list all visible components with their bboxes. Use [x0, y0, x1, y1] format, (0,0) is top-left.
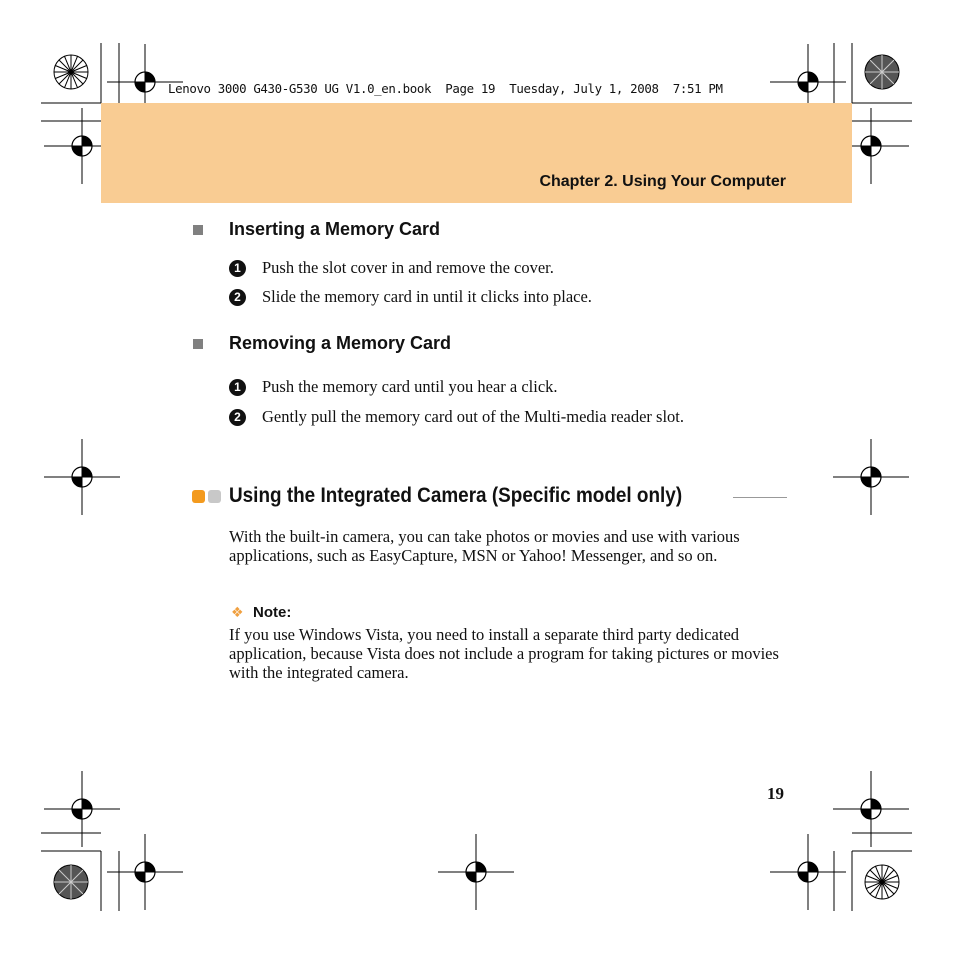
gray-dot-icon [208, 490, 221, 503]
camera-section-heading: Using the Integrated Camera (Specific model only) [229, 483, 683, 507]
step-text: Gently pull the memory card out of the Multi-media reader slot. [262, 407, 685, 426]
note-text: If you use Windows Vista, you need to install a separate third party dedicated application, because Vista does not include a program for taking pictures or movies with the integrated camera. [229, 625, 779, 682]
removing-heading: Removing a Memory Card [229, 333, 452, 353]
bullet-square-icon [193, 225, 203, 235]
step-text: Push the slot cover in and remove the cover. [262, 258, 554, 277]
list-item [229, 287, 592, 307]
diamond-star-icon: ❖ [231, 605, 244, 621]
step-number-badge: 2 [229, 289, 246, 306]
step-number-badge: 2 [229, 409, 246, 426]
bullet-square-icon [193, 339, 203, 349]
chapter-title: Chapter 2. Using Your Computer [539, 173, 786, 190]
section-dots-icon [192, 490, 222, 504]
step-text: Push the memory card until you hear a click. [262, 377, 558, 396]
list-item [229, 377, 558, 397]
note-label: Note: [253, 604, 292, 621]
file-header: Lenovo 3000 G430-G530 UG V1.0_en.book Page 19 Tuesday, July 1, 2008 7:51 PM [168, 81, 723, 96]
heading-rule [733, 497, 787, 498]
step-number-badge: 1 [229, 379, 246, 396]
chapter-banner [101, 103, 852, 203]
step-number-badge: 1 [229, 260, 246, 277]
list-item [229, 258, 554, 278]
orange-dot-icon [192, 490, 205, 503]
page-number: 19 [767, 784, 784, 803]
inserting-heading: Inserting a Memory Card [229, 219, 441, 239]
camera-body-text: With the built-in camera, you can take photos or movies and use with various applications, such as EasyCapture, MSN or Yahoo! Messenger, and so on. [229, 527, 740, 565]
step-text: Slide the memory card in until it clicks into place. [262, 287, 592, 306]
list-item [229, 407, 684, 427]
